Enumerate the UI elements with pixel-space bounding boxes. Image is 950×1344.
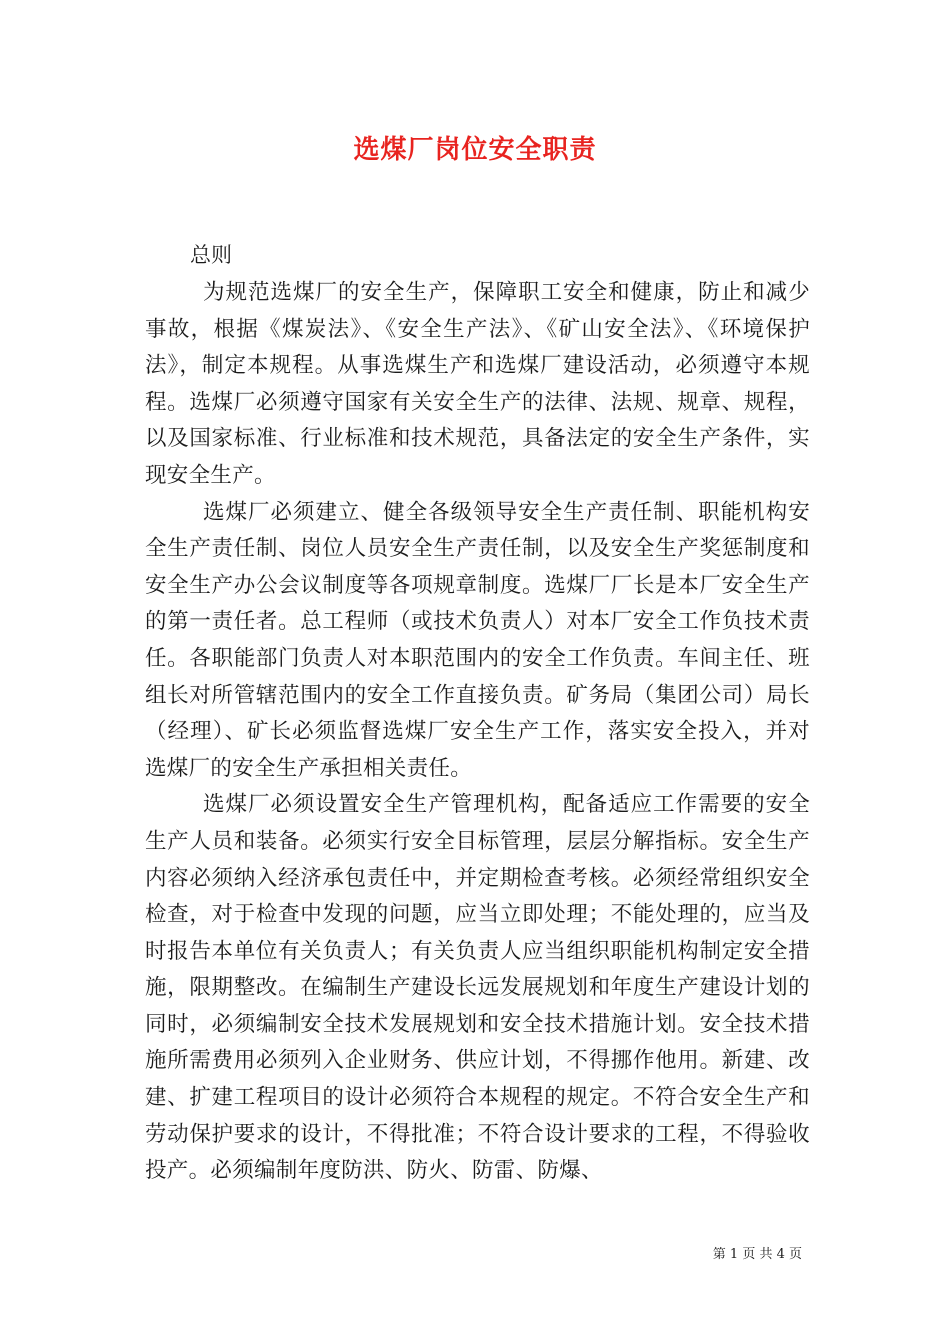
- section-heading: 总则: [190, 243, 232, 267]
- paragraph-3: 选煤厂必须设置安全生产管理机构，配备适应工作需要的安全生产人员和装备。必须实行安全目标管理，层层分解指标。安全生产内容必须纳入经济承包责任中，并定期检查考核。必须经常组织安全检查，对于检查中发现的问题，应当立即处理；不能处理的，应当及时报告本单位有关负责人；有关负责人应当组织职能机构制定安全措施，限期整改。在编制生产建设长远发展规划和年度生产建设计划的同时，必须编制安全技术发展规划和安全技术措施计划。安全技术措施所需费用必须列入企业财务、供应计划，不得挪作他用。新建、改建、扩建工程项目的设计必须符合本规程的规定。不符合安全生产和劳动保护要求的设计，不得批准；不符合设计要求的工程，不得验收投产。必须编制年度防洪、防火、防雷、防爆、: [145, 792, 810, 1184]
- paragraph-1: 为规范选煤厂的安全生产，保障职工安全和健康，防止和减少事故，根据《煤炭法》、《安全生产法》、《矿山安全法》、《环境保护法》，制定本规程。从事选煤生产和选煤厂建设活动，必须遵守本规程。选煤厂必须遵守国家有关安全生产的法律、法规、规章、规程，以及国家标准、行业标准和技术规范，具备法定的安全生产条件，实现安全生产。: [145, 280, 810, 488]
- page-number-footer: 第 1 页 共 4 页: [712, 1247, 802, 1262]
- paragraph-2: 选煤厂必须建立、健全各级领导安全生产责任制、职能机构安全生产责任制、岗位人员安全生产责任制，以及安全生产奖惩制度和安全生产办公会议制度等各项规章制度。选煤厂厂长是本厂安全生产的第一责任者。总工程师（或技术负责人）对本厂安全工作负技术责任。各职能部门负责人对本职范围内的安全工作负责。车间主任、班组长对所管辖范围内的安全工作直接负责。矿务局（集团公司）局长（经理）、矿长必须监督选煤厂安全生产工作，落实安全投入，并对选煤厂的安全生产承担相关责任。: [145, 499, 810, 781]
- document-body: [145, 275, 810, 1190]
- document-title: 选煤厂岗位安全职责: [353, 135, 597, 165]
